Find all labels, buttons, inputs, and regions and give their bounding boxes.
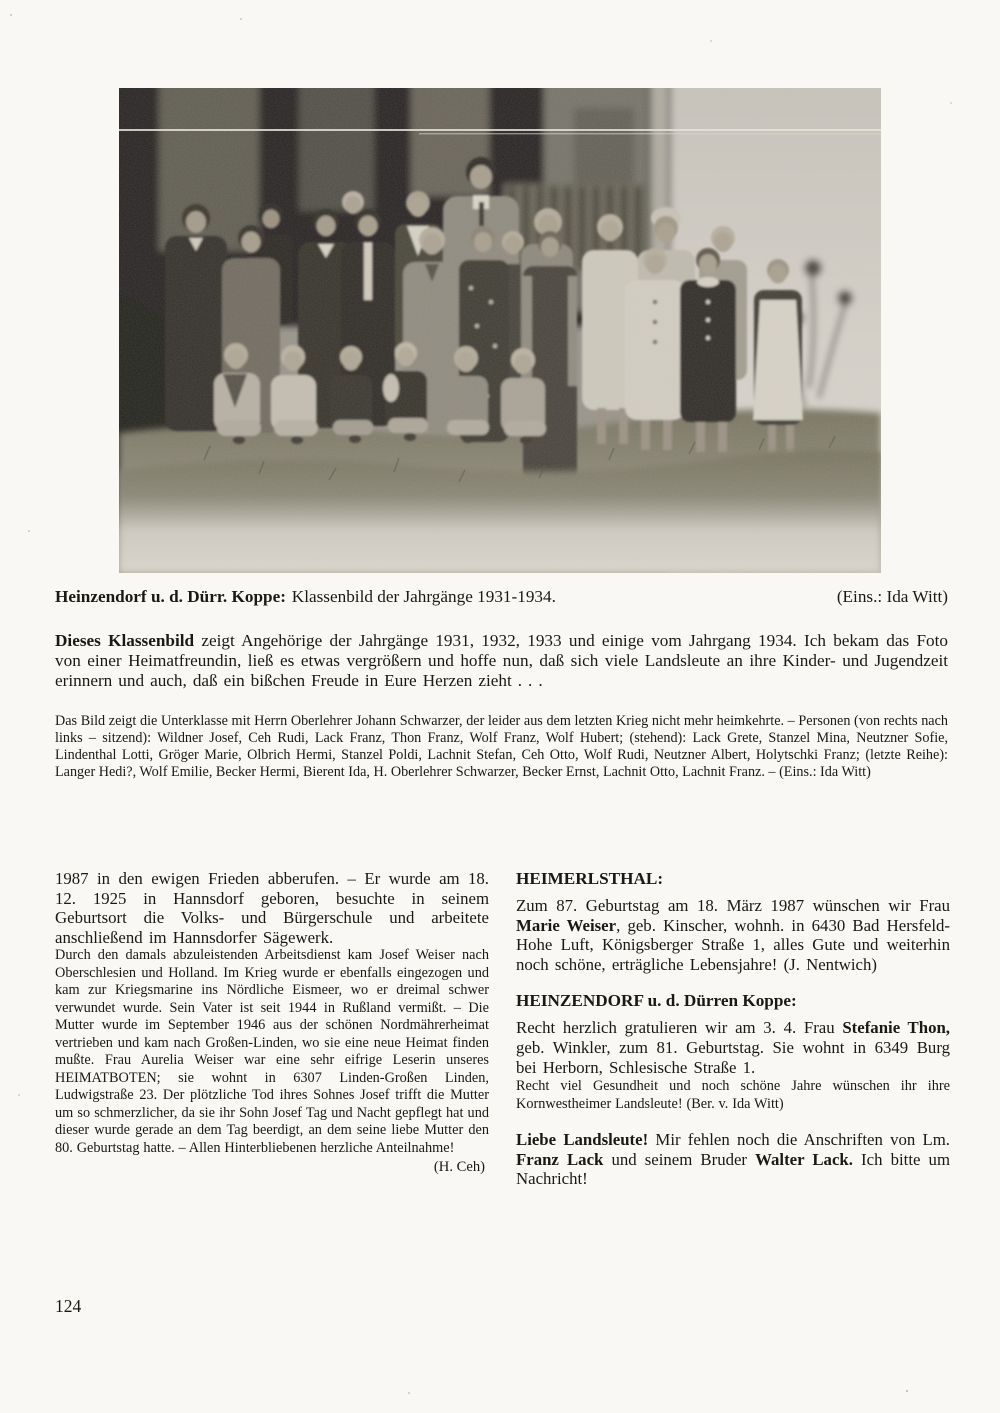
names-paragraph: Das Bild zeigt die Unterklasse mit Herrn Oberlehrer Johann Schwarzer, der leider aus dem letzten Krieg nicht mehr heimkehrte. – Personen (von rechts nach links – sitzend): Wildner Josef, Ceh Rudi, Lack Franz, Thon Franz, Wolf Franz, Wolf Hubert; (stehend): Lack Grete, Stanzel Mina, Neutzner Sofie, Lindenthal Lotti, Gröger Marie, Olbrich Hermi, Stanzel Poldi, Lachnit Stefan, Ceh Otto, Wolf Rudi, Neutzner Albert, Holytschki Franz; (letzte Reihe): Langer Hedi?, Wolf Emilie, Becker Hermi, Bierent Ida, H. Oberlehrer Schwarzer, Becker Ernst, Lachnit Otto, Lachnit Franz. – (Eins.: Ida Witt)	[55, 713, 948, 780]
caption-title	[55, 586, 556, 608]
class-photo	[119, 88, 881, 573]
caption-place-bold: Heinzendorf u. d. Dürr. Koppe:	[55, 587, 286, 606]
left-column	[55, 869, 489, 1176]
section-landsleute	[516, 1130, 950, 1189]
heinzendorf-text: Recht herzlich gratulieren wir am 3. 4. Frau Stefanie Thon, geb. Winkler, zum 81. Geburtstag. Sie wohnt in 6349 Burg bei Herborn, Schlesische Straße 1.	[516, 1018, 950, 1077]
class-photo-illustration	[119, 88, 881, 573]
section-heading-heimerlsthal: HEIMERLSTHAL:	[516, 869, 664, 888]
heimerlsthal-text: Zum 87. Geburtstag am 18. März 1987 wünschen wir Frau Marie Weiser, geb. Kinscher, wohnh. in 6430 Bad Hersfeld-Hohe Luft, Königsberger Straße 1, alles Gute und weiterhin noch schöne, erträgliche Lebensjahre! (J. Nentwich)	[516, 896, 951, 974]
heinzendorf-note: Recht viel Gesundheit und noch schöne Jahre wünschen ihr ihre Kornwestheimer Landsleute! (Ber. v. Ida Witt)	[516, 1078, 950, 1112]
photo-caption	[55, 586, 948, 608]
intro-paragraph: Dieses Klassenbild zeigt Angehörige der Jahrgänge 1931, 1932, 1933 und einige vom Jahrgang 1934. Ich bekam das Foto von einer Heimatfreundin, ließ es etwas vergrößern und hoffe nun, daß sich viele Landsleute an ihre Kinder- und Jugendzeit erinnern und auch, daß ein bißchen Freude in Eure Herzen zieht . . .	[55, 631, 948, 691]
section-heimerlsthal	[516, 869, 950, 974]
right-column	[516, 869, 950, 1189]
caption-text: Klassenbild der Jahrgänge 1931-1934.	[291, 587, 556, 606]
page-number: 124	[55, 1296, 82, 1316]
caption-credit: (Eins.: Ida Witt)	[836, 587, 948, 606]
obituary-body: Durch den damals abzuleistenden Arbeitsdienst kam Josef Weiser nach Oberschlesien und Holland. Im Krieg wurde er ebenfalls eingezogen und kam zur Kriegsmarine ins Nördliche Eismeer, wo er dreimal schwer verwundet wurde. Sein Vater ist seit 1944 in Rußland vermißt. – Die Mutter wurde im September 1946 aus der schönen Nordmährerheimat vertrieben und kam nach Großen-Linden, wo sie eine neue Heimat finden mußte. Frau Aurelia Weiser war eine sehr eifrige Leserin unseres HEIMATBOTEN; sie wohnt in 6307 Linden-Großen Linden, Ludwigstraße 23. Der plötzliche Tod ihres Sohnes Josef trifft die Mutter um so schmerzlicher, da sie ihr Sohn Josef Tag und Nacht gepflegt hat und dieser wurde gerade an dem Tag beerdigt, an dem seine liebe Mutter den 80. Geburtstag hatte. – Allen Hinterbliebenen herzliche Anteilnahme!	[55, 947, 489, 1156]
two-column-section	[55, 869, 950, 1189]
obituary-signature: (H. Ceh)	[433, 1159, 485, 1176]
photo-grain	[119, 88, 881, 573]
obituary-lead: 1987 in den ewigen Frieden abberufen. – Er wurde am 18. 12. 1925 in Hannsdorf geboren, besuchte in seinem Geburtsort die Volks- und Bürgerschule und arbeitete anschließend im Hannsdorfer Sägewerk.	[55, 869, 489, 947]
section-heading-heinzendorf: HEINZENDORF u. d. Dürren Koppe:	[516, 991, 797, 1011]
landsleute-text: Liebe Landsleute! Mir fehlen noch die Anschriften von Lm. Franz Lack und seinem Bruder Walter Lack. Ich bitte um Nachricht!	[516, 1130, 950, 1189]
section-heinzendorf	[516, 991, 950, 1113]
scan-specks	[10, 14, 12, 16]
